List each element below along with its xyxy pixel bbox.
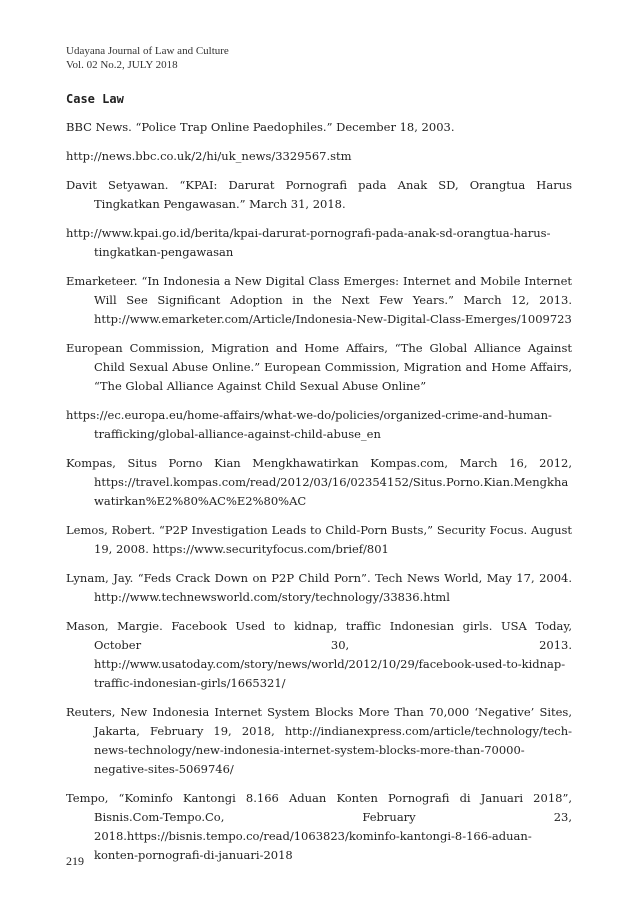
journal-volume: Vol. 02 No.2, JULY 2018 — [66, 59, 178, 71]
reference-entry[interactable]: https://ec.europa.eu/home-affairs/what-we-do/policies/organized-crime-and-human-trafficking/global-alliance-against-child-abuse_en — [66, 408, 552, 441]
page-number: 219 — [66, 854, 84, 868]
reference-entry: Reuters, New Indonesia Internet System Blocks More Than 70,000 ‘Negative’ Sites, Jakarta, February 19, 2018, http://indianexpress.com/article/technology/tech-news-technology/new-indonesia-internet-system-blocks-more-than-70000-negative-sites-5069746/ — [66, 705, 572, 776]
reference-entry: Mason, Margie. Facebook Used to kidnap, traffic Indonesian girls. USA Today, October 30, 2013. http://www.usatoday.com/story/news/world/2012/10/29/facebook-used-to-kidnap-traffic-indonesian-girls/1665321/ — [66, 619, 572, 690]
reference-entry: BBC News. “Police Trap Online Paedophiles.” December 18, 2003. — [66, 120, 455, 134]
reference-entry: Lemos, Robert. “P2P Investigation Leads to Child-Porn Busts,” Security Focus. August 19, 2008. https://www.securityfocus.com/brief/801 — [66, 523, 572, 556]
journal-title: Udayana Journal of Law and Culture — [66, 45, 229, 57]
reference-entry[interactable]: http://news.bbc.co.uk/2/hi/uk_news/3329567.stm — [66, 149, 352, 163]
reference-entry: European Commission, Migration and Home Affairs, “The Global Alliance Against Child Sexual Abuse Online.” European Commission, Migration and Home Affairs, “The Global Alliance Against Child Sexual Abuse Online” — [66, 341, 572, 393]
reference-list — [66, 118, 572, 875]
section-title: Case Law — [66, 92, 124, 106]
reference-entry: Lynam, Jay. “Feds Crack Down on P2P Child Porn”. Tech News World, May 17, 2004. http://www.technewsworld.com/story/technology/33836.html — [66, 571, 572, 604]
reference-entry: Kompas, Situs Porno Kian Mengkhawatirkan Kompas.com, March 16, 2012, https://travel.kompas.com/read/2012/03/16/02354152/Situs.Porno.Kian.Mengkhawatirkan%E2%80%AC%E2%80%AC — [66, 456, 572, 508]
reference-entry: Tempo, “Kominfo Kantongi 8.166 Aduan Konten Pornografi di Januari 2018”, Bisnis.Com-Tempo.Co, February 23, 2018.https://bisnis.tempo.co/read/1063823/kominfo-kantongi-8-166-aduan-konten-pornografi-di-januari-2018 — [66, 791, 572, 862]
running-header — [66, 44, 229, 72]
reference-entry: Emarketeer. “In Indonesia a New Digital Class Emerges: Internet and Mobile Internet Will See Significant Adoption in the Next Few Years.” March 12, 2013. http://www.emarketer.com/Article/Indonesia-New-Digital-Class-Emerges/1009723 — [66, 274, 572, 326]
reference-entry: Davit Setyawan. “KPAI: Darurat Pornografi pada Anak SD, Orangtua Harus Tingkatkan Pengawasan.” March 31, 2018. — [66, 178, 572, 211]
reference-entry[interactable]: http://www.kpai.go.id/berita/kpai-darurat-pornografi-pada-anak-sd-orangtua-harus-tingkatkan-pengawasan — [66, 226, 551, 259]
